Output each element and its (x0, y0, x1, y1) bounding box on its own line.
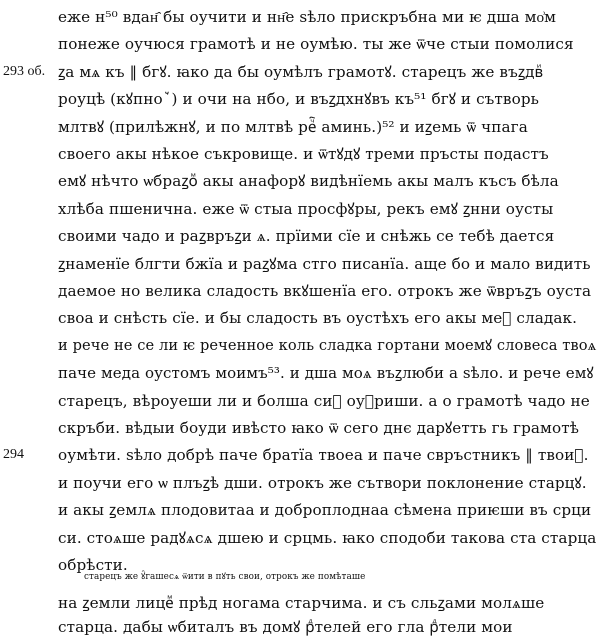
text-line: своа и снѣсть сїе. и бы сладость въ оустѣхъ его акы меⷣ сладак. (58, 309, 578, 328)
text-line: паче меда оустомъ моимъ⁵³. и дша моѧ въꙁлюби а ѕѣло. и рече емꙋ (58, 364, 594, 383)
text-line: и рече не се ли ѥ реченное коль сладка гортани моемꙋ словеса твоѧ (58, 336, 597, 354)
text-line: даемое но велика сладость вкꙋшенїа его. отрокъ же ѿвръꙁъ оуста (58, 282, 592, 300)
text-line: старецъ, вѣроуеши ли и болша сиⷯ оуꙁриши. а о грамотѣ чадо не (58, 391, 590, 410)
text-line: скръби. вѣдыи боуди ивѣсто ꙗко ѿ сего днє дарꙋетть гь грамотѣ (58, 419, 579, 437)
text-line: хлѣба пшенична. еже ѿ стыа просфꙋры, рекъ емꙋ ꙁнни оусты (58, 199, 554, 218)
text-line: понеже оучюся грамотѣ и не оумѣю. ты же ѿче стыи помолися (58, 35, 574, 54)
text-line: своими чадо и раꙁвръꙁи ѧ. прїими сїе и снѣжь се тебѣ дается (58, 227, 555, 246)
text-line: на ꙁемли лицеⷨ прѣд ногама старчима. и съ сльꙁами молѧше (58, 594, 545, 612)
text-line: и акы ꙁемлѧ плодовитаа и доброплоднаа сѣмена приѥши въ срци (58, 501, 592, 520)
text-line: обрѣсти. (58, 556, 128, 574)
text-line: си. стоѧше радꙋѧсѧ дшею и срцмь. ꙗко сподоби такова ста старца (58, 528, 597, 547)
text-line: ꙁа мѧ къ ‖ бгꙋ. ꙗко да бы оумѣлъ грамотꙋ. старецъ же въꙁдвꙵ (58, 62, 544, 81)
text-line: ꙁнаменїе блгти бжїа и раꙁꙋма стго писанїа. аще бо и мало видить (58, 254, 591, 273)
margin-folio-294: 294 (3, 447, 24, 463)
text-line: еже н⁵⁰ вдан҄ бы оучити и нн҄е ѕѣло прискръбна ми ѥ дша мо͗м (58, 8, 557, 26)
text-line: емꙋ нѣчто ѡбраꙁоⷨ акы анафорꙋ видѣнїемь акы малъ късъ бѣла (58, 172, 559, 191)
margin-folio-293: 293 об. (3, 63, 46, 79)
text-line: оумѣти. ѕѣло добрѣ паче братїа твоеа и паче свръстникъ ‖ твоиⷯ. (58, 446, 589, 465)
text-line: старца. дабы ѡбиталъ въ домꙋ рⷣтелей его гла рⷣтели мои (58, 618, 513, 636)
text-line: роуцѣ (кꙋпноꙿ) и очи на нбо, и въꙁдхнꙋвъ къ⁵¹ бгꙋ и сътворь (58, 90, 540, 109)
text-line: своего акы нѣкое съкровище. и ѿтꙋдꙋ треми пръсты подастъ (58, 145, 549, 163)
text-line: и поучи его ѡ плъꙁѣ дши. отрокъ же сътвори поклонение старцꙋ. (58, 473, 587, 492)
text-line-indented: старецъ же ꙋ̑гашесѧ ѿити в пꙋть свои, отрокъ же помѣташе (84, 572, 366, 582)
text-line: млтвꙋ (прилѣжнꙋ, и по млтвѣ реⷱ҇ аминь.)⁵² и иꙁемь ѿ чпага (58, 117, 528, 136)
